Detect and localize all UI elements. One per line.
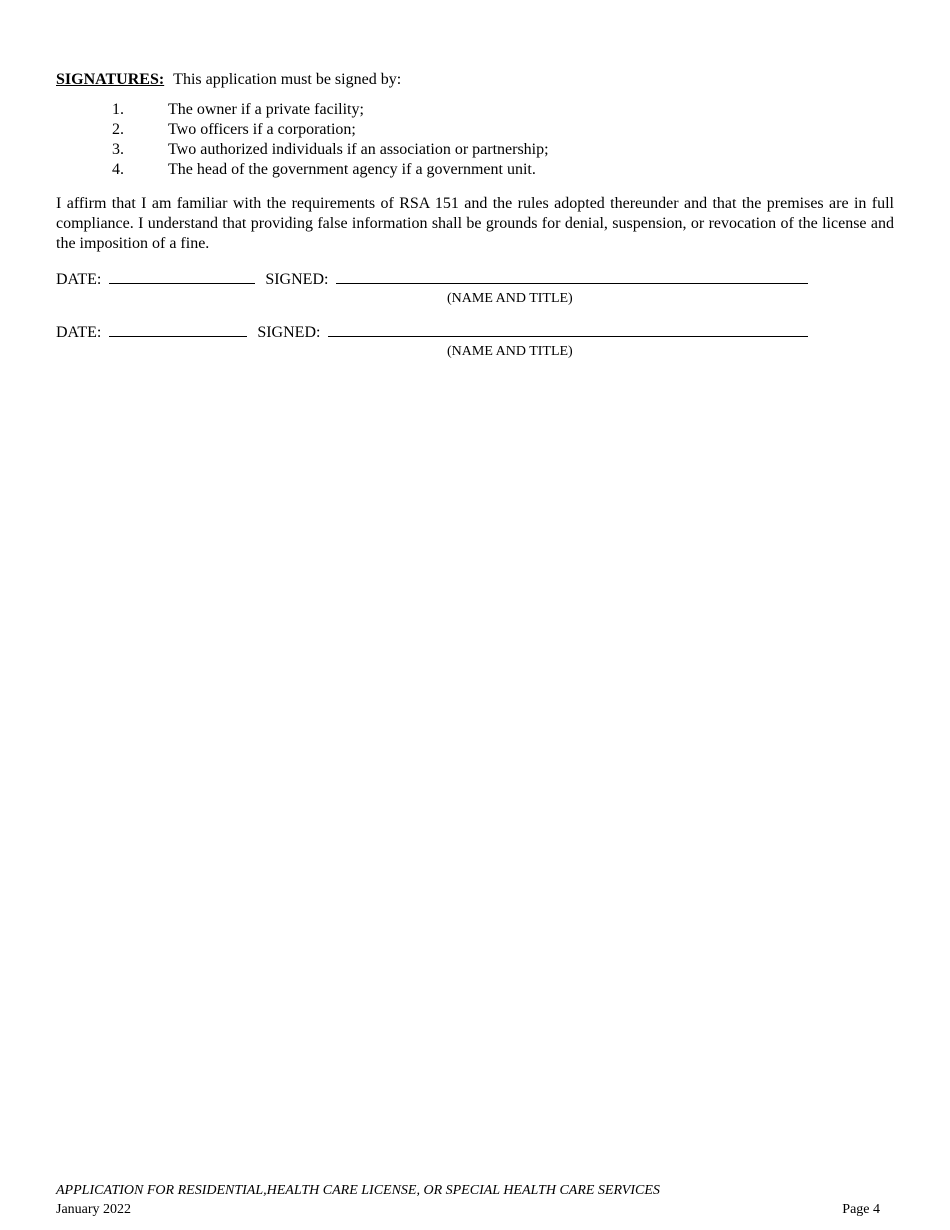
list-item-text: Two authorized individuals if an association or partnership; bbox=[168, 141, 549, 158]
list-item-text: The head of the government agency if a government unit. bbox=[168, 161, 536, 178]
page-number: Page 4 bbox=[842, 1202, 880, 1217]
signatures-intro: This application must be signed by: bbox=[173, 71, 402, 88]
affirmation-statement: I affirm that I am familiar with the requirements of RSA 151 and the rules adopted thereunder and that the premises are in full compliance. I understand that providing false information shall be grounds for denial, suspension, or revocation of the license and the imposition of a fine. bbox=[56, 195, 894, 252]
footer-form-title: APPLICATION FOR RESIDENTIAL,HEALTH CARE LICENSE, OR SPECIAL HEALTH CARE SERVICES bbox=[56, 1183, 660, 1198]
list-item-number: 2. bbox=[112, 121, 124, 138]
list-item-number: 3. bbox=[112, 141, 124, 158]
signatures-heading: SIGNATURES: bbox=[56, 71, 165, 88]
name-and-title-caption: (NAME AND TITLE) bbox=[447, 291, 573, 306]
name-and-title-caption: (NAME AND TITLE) bbox=[447, 344, 573, 359]
list-item-number: 4. bbox=[112, 161, 124, 178]
list-item-number: 1. bbox=[112, 101, 124, 118]
date-label: DATE: bbox=[56, 271, 102, 288]
signed-label: SIGNED: bbox=[265, 271, 329, 288]
signature-line-1 bbox=[56, 269, 808, 290]
date-field[interactable] bbox=[109, 322, 247, 337]
signature-line-2 bbox=[56, 322, 808, 343]
date-label: DATE: bbox=[56, 324, 102, 341]
signature-field[interactable] bbox=[328, 322, 808, 337]
list-item-text: The owner if a private facility; bbox=[168, 101, 364, 118]
signatures-heading-line bbox=[56, 70, 401, 90]
signature-field[interactable] bbox=[336, 269, 808, 284]
footer-revision-date: January 2022 bbox=[56, 1202, 132, 1217]
list-item-text: Two officers if a corporation; bbox=[168, 121, 356, 138]
date-field[interactable] bbox=[109, 269, 255, 284]
signed-label: SIGNED: bbox=[257, 324, 321, 341]
